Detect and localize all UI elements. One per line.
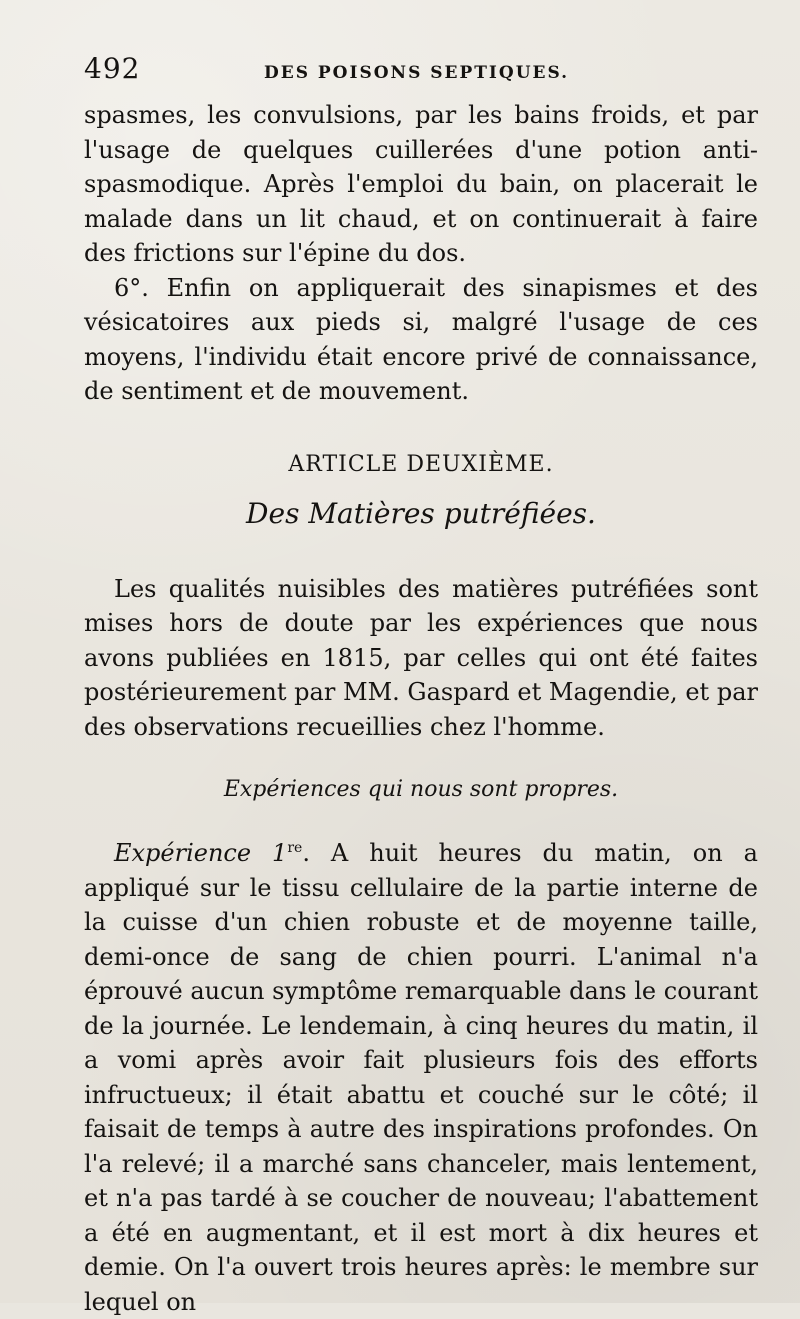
experience-text: . A huit heures du matin, on a appliqué sur le tissu cellulaire de la partie interne de la cuisse d'un chien robuste et de moyenne taille, demi-once de sang de chien pourri. L'animal n'a éprouvé aucun symptôme remarquable dans le courant de la journée. Le lendemain, à cinq heures du matin, il a vomi après avoir fait plusieurs fois des efforts infructueux; il était abattu et couché sur le côté; il faisait de temps à autre des inspirations profondes. On l'a relevé; il a marché sans chanceler, mais lentement, et n'a pas tardé à se coucher de nouveau; l'abattement a été en augmentant, et il est mort à dix heures et demie. On l'a ouvert trois heures après: le membre sur lequel on bbox=[84, 839, 758, 1316]
page-number: 492 bbox=[84, 52, 141, 85]
paragraph-3: Les qualités nuisibles des matières putréfiées sont mises hors de doute par les expériences que nous avons publiées en 1815, par celles qui ont été faites postérieurement par MM. Gaspard et Magendie, et par des observations recueillies chez l'homme. bbox=[84, 574, 758, 741]
experience-ordinal: re bbox=[287, 840, 303, 856]
page-header bbox=[84, 52, 758, 92]
article-title: ARTICLE DEUXIÈME. bbox=[288, 451, 554, 477]
paragraph-2: 6°. Enfin on appliquerait des sinapismes et des vésicatoires aux pieds si, malgré l'usage de ces moyens, l'individu était encore privé de connaissance, de sentiment et de mouvement. bbox=[84, 273, 758, 405]
section-title: Des Matières putréfiées. bbox=[246, 496, 596, 530]
experience-paragraph bbox=[84, 836, 758, 1319]
experience-title: Expériences qui nous sont propres. bbox=[223, 777, 619, 802]
paragraph-1: spasmes, les convulsions, par les bains froids, et par l'usage de quelques cuillerées d'une potion anti-spasmodique. Après l'emploi du bain, on placerait le malade dans un lit chaud, et on continuerait à faire des frictions sur l'épine du dos. bbox=[84, 101, 758, 267]
running-title: DES POISONS SEPTIQUES. bbox=[264, 63, 570, 83]
experience-label: Expérience 1 bbox=[114, 839, 288, 867]
